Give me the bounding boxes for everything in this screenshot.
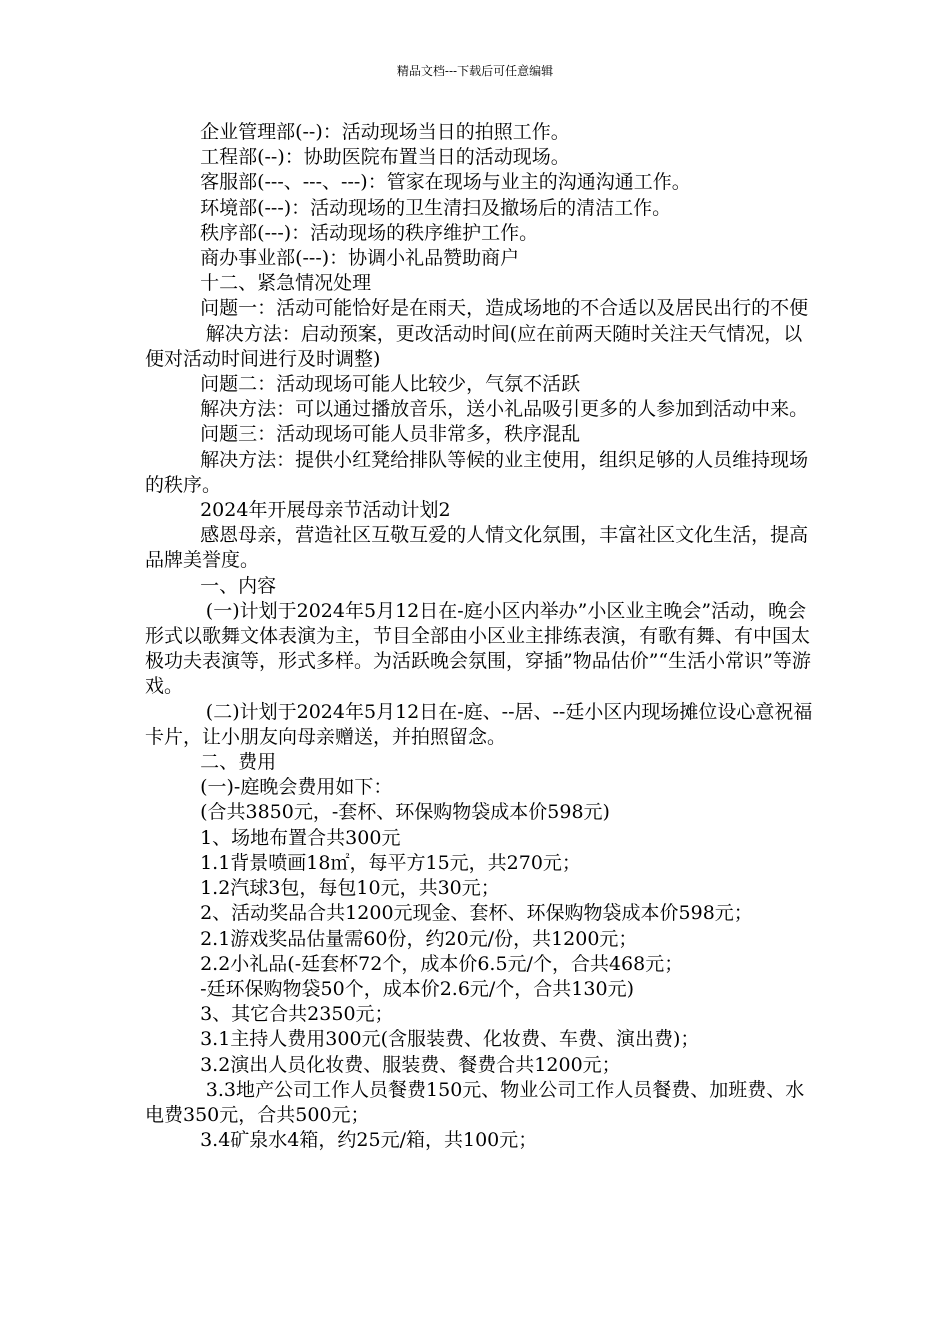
problem-3: 问题三：活动现场可能人员非常多，秩序混乱	[200, 423, 581, 446]
solution-2: 解决方法：可以通过播放音乐，送小礼品吸引更多的人参加到活动中来。	[200, 398, 809, 421]
paragraph-4: 环境部(---)：活动现场的卫生清扫及撤场后的清洁工作。	[200, 196, 672, 219]
page-header: 精品文档---下载后可任意编辑	[396, 64, 554, 78]
cost-item-2-2: 2.2小礼品(-廷套杯72个，成本价6.5元/个，合共468元；	[200, 952, 684, 975]
problem-2: 问题二：活动现场可能人比较少，气氛不活跃	[200, 373, 581, 396]
solution-1: 解决方法：启动预案，更改活动时间(应在前两天随时关注天气情况，以便对活动时间进行及时调整)	[145, 322, 803, 370]
cost-item-2: 2、活动奖品合共1200元现金、套杯、环保购物袋成本价598元；	[200, 902, 753, 925]
cost-item-3-4: 3.4矿泉水4箱，约25元/箱，共100元；	[200, 1129, 538, 1152]
plan-intro: 感恩母亲，营造社区互敬互爱的人情文化氛围，丰富社区文化生活，提高品牌美誉度。	[145, 524, 809, 572]
cost-item-3: 3、其它合共2350元；	[200, 1003, 394, 1026]
paragraph-6: 商办事业部(---)：协调小礼品赞助商户	[200, 247, 520, 270]
cost-item-3-1: 3.1主持人费用300元(含服装费、化妆费、车费、演出费)；	[200, 1028, 700, 1051]
cost-subheading: (一)-庭晚会费用如下：	[200, 776, 393, 799]
section-heading-cost: 二、费用	[200, 751, 277, 774]
content-item-2: (二)计划于2024年5月12日在-庭、--居、--廷小区内现场摊位设心意祝福卡片，让小朋友向母亲赠送，并拍照留念。	[145, 700, 813, 748]
cost-item-3-2: 3.2演出人员化妆费、服装费、餐费合共1200元；	[200, 1053, 621, 1076]
cost-item-2-1: 2.1游戏奖品估量需60份，约20元/份，共1200元；	[200, 927, 638, 950]
cost-item-1-1: 1.1背景喷画18㎡，每平方15元，共270元；	[200, 851, 581, 874]
cost-total: (合共3850元，-套杯、环保购物袋成本价598元)	[200, 801, 610, 824]
section-heading-emergency: 十二、紧急情况处理	[200, 272, 372, 295]
paragraph-2: 工程部(--)：协助医院布置当日的活动现场。	[200, 146, 570, 169]
cost-item-1: 1、场地布置合共300元	[200, 826, 401, 849]
content-item-1: (一)计划于2024年5月12日在-庭小区内举办”小区业主晚会”活动，晚会形式以歌舞文体表演为主，节目全部由小区业主排练表演，有歌有舞、有中国太极功夫表演等，形式多样。为活跃晚会氛围，穿插”物品估价”“生活小常识”等游戏。	[145, 599, 811, 698]
cost-item-2-2-cont: -廷环保购物袋50个，成本价2.6元/个，合共130元)	[200, 977, 634, 1000]
solution-3: 解决方法：提供小红凳给排队等候的业主使用，组织足够的人员维持现场的秩序。	[145, 448, 809, 496]
document-body	[145, 120, 817, 1153]
cost-item-3-3: 3.3地产公司工作人员餐费150元、物业公司工作人员餐费、加班费、水电费350元，合共500元；	[145, 1078, 805, 1126]
paragraph-1: 企业管理部(--)：活动现场当日的拍照工作。	[200, 121, 570, 143]
section-heading-content: 一、内容	[200, 574, 277, 597]
plan-title: 2024年开展母亲节活动计划2	[200, 499, 451, 522]
paragraph-5: 秩序部(---)：活动现场的秩序维护工作。	[200, 221, 539, 244]
problem-1: 问题一：活动可能恰好是在雨天，造成场地的不合适以及居民出行的不便	[200, 297, 809, 320]
cost-item-1-2: 1.2汽球3包，每包10元，共30元；	[200, 877, 500, 900]
paragraph-3: 客服部(---、---、---)：管家在现场与业主的沟通沟通工作。	[200, 171, 691, 194]
